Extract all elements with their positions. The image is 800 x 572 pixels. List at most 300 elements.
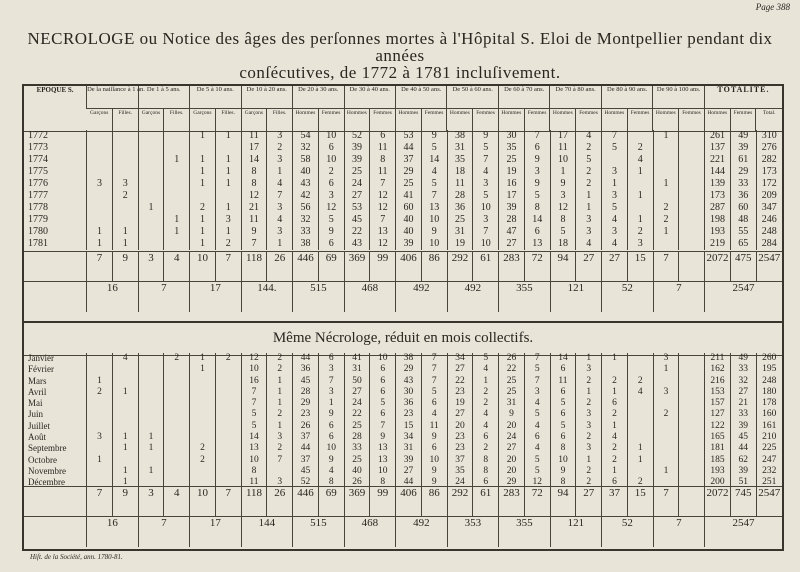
sub-header: Hommes (704, 109, 730, 132)
cell-value: 247 (762, 454, 777, 465)
cell-value (679, 166, 704, 178)
cell-value: 24 (352, 398, 362, 409)
cell-value: 4 (277, 214, 283, 225)
cell-value: 7 (431, 190, 437, 201)
cell-value: 12 (248, 190, 259, 201)
data-column (679, 353, 705, 489)
cell-value: 160 (762, 409, 777, 420)
month-label: Octobre (28, 454, 57, 465)
sub-header: Garçons (87, 109, 113, 132)
cell-value (654, 432, 679, 443)
cell-value: 9 (509, 409, 514, 420)
cell-value: 2 (174, 353, 180, 363)
cell-value (164, 190, 189, 202)
cell-value: 37 (403, 154, 414, 165)
cell-value: 9 (328, 454, 334, 465)
cell-value (139, 190, 164, 202)
cell-value: 2 (277, 409, 283, 420)
column-sum: 27 (576, 252, 602, 283)
cell-value: 36 (300, 364, 311, 375)
cell-value: 38 (300, 238, 311, 249)
cell-value: 3 (663, 386, 669, 397)
cell-value: 4 (483, 364, 489, 375)
cell-value: 12 (249, 353, 259, 363)
cell-value: 3 (586, 364, 592, 375)
cell-value: 5 (611, 202, 617, 213)
cell-value: 26 (300, 420, 311, 431)
cell-value: 12 (377, 202, 388, 213)
cell-value (654, 190, 679, 202)
cell-value: 2 (637, 142, 643, 153)
column-sum (679, 487, 705, 518)
cell-value: 27 (455, 409, 465, 420)
cell-value (216, 142, 241, 154)
cell-value: 1 (277, 375, 283, 386)
month-label: Mai (28, 398, 43, 409)
cell-value (87, 214, 112, 226)
cell-value (139, 142, 164, 154)
cell-value: 1 (277, 238, 283, 249)
cell-value (654, 398, 679, 409)
cell-value: 200 (710, 477, 725, 488)
cell-value (679, 364, 704, 375)
column-sum: 72 (524, 487, 550, 518)
cell-value: 13 (249, 443, 259, 454)
cell-value: 1 (612, 420, 617, 431)
cell-value (164, 142, 189, 154)
cell-value: 1 (200, 364, 205, 375)
age-group-total: 2547 (705, 282, 782, 313)
age-group-total: 355 (499, 517, 551, 548)
cell-value (654, 166, 679, 178)
cell-value: 16 (506, 178, 517, 189)
column-sum: 7 (653, 487, 679, 518)
cell-value: 6 (328, 178, 334, 189)
cell-value: 30 (403, 386, 414, 397)
cell-value: 13 (429, 202, 440, 213)
cell-value: 1 (122, 465, 128, 476)
column-sum: 69 (318, 487, 344, 518)
cell-value: 31 (454, 142, 465, 153)
column-sum: 283 (499, 252, 525, 283)
data-column (318, 130, 344, 250)
cell-value: 6 (328, 420, 334, 431)
cell-value: 180 (762, 386, 777, 397)
cell-value: 144 (709, 166, 725, 177)
cell-value: 5 (251, 420, 257, 431)
cell-value: 7 (483, 226, 489, 237)
data-column (241, 130, 267, 250)
column-sum: 369 (344, 487, 370, 518)
cell-value: 2 (483, 398, 489, 409)
cell-value: 5 (328, 214, 334, 225)
cell-value: 4 (328, 465, 334, 476)
cell-value (139, 166, 164, 178)
cell-value: 27 (506, 238, 517, 249)
cell-value: 5 (534, 409, 540, 420)
cell-value: 12 (532, 477, 542, 488)
age-group-header: De 1 à 5 ans. (138, 86, 189, 109)
cell-value (87, 166, 112, 178)
cell-value: 1 (483, 375, 489, 386)
column-sum: 475 (730, 252, 756, 283)
column-sum: 69 (318, 252, 344, 283)
cell-value: 221 (709, 154, 725, 165)
cell-value: 5 (431, 178, 437, 189)
data-column (318, 353, 344, 489)
age-group-total: 515 (293, 517, 345, 548)
cell-value (628, 432, 653, 443)
cell-value: 10 (326, 443, 336, 454)
cell-value: 5 (534, 364, 540, 375)
cell-value: 65 (738, 238, 749, 249)
cell-value: 5 (586, 154, 592, 165)
cell-value: 210 (762, 432, 777, 443)
year-rows (24, 130, 782, 250)
cell-value: 1 (277, 420, 283, 431)
cell-value: 2 (663, 214, 669, 225)
cell-value: 1 (97, 454, 102, 465)
cell-value: 6 (534, 226, 540, 237)
cell-value (113, 409, 138, 420)
cell-value: 5 (483, 142, 489, 153)
cell-value: 1 (612, 386, 617, 397)
cell-value: 219 (709, 238, 725, 249)
cell-value: 13 (377, 454, 388, 465)
cell-value: 3 (586, 409, 592, 420)
cell-value: 2 (663, 202, 669, 213)
cell-value: 5 (483, 190, 489, 201)
cell-value (679, 142, 704, 154)
cell-value: 26 (352, 477, 362, 488)
cell-value: 3 (637, 238, 643, 249)
cell-value (164, 178, 189, 190)
cell-value: 36 (403, 398, 414, 409)
age-group-total: 52 (602, 282, 654, 313)
cell-value: 8 (251, 166, 257, 177)
cell-value: 1 (122, 238, 128, 249)
data-column (396, 130, 422, 250)
age-group-total: 17 (190, 517, 242, 548)
cell-value: 43 (351, 238, 362, 249)
cell-value (87, 443, 112, 454)
cell-value: 260 (762, 353, 777, 363)
cell-value: 24 (455, 477, 465, 488)
cell-value: 246 (761, 214, 777, 225)
cell-value: 1 (148, 432, 154, 443)
cell-value: 2 (277, 142, 283, 153)
cell-value (139, 421, 164, 432)
cell-value: 8 (251, 178, 257, 189)
age-group-header: De 70 à 80 ans. (550, 86, 601, 109)
cell-value: 11 (377, 142, 388, 153)
data-column (730, 130, 756, 250)
cell-value (164, 432, 189, 443)
cell-value: 39 (403, 238, 414, 249)
cell-value: 33 (738, 409, 748, 420)
cell-value (190, 466, 215, 477)
cell-value: 10 (249, 364, 259, 375)
cell-value: 7 (251, 238, 257, 249)
cell-value: 25 (351, 166, 362, 177)
cell-value (87, 409, 112, 420)
column-sum: 7 (215, 487, 241, 518)
sub-header: Hommes (550, 109, 576, 132)
cell-value (679, 421, 704, 432)
cell-value: 5 (251, 409, 257, 420)
cell-value: 12 (377, 238, 388, 249)
cell-value (628, 466, 653, 477)
cell-value (190, 421, 215, 432)
cell-value: 1 (637, 454, 643, 465)
cell-value: 36 (454, 202, 465, 213)
cell-value (679, 398, 704, 409)
cell-value (679, 432, 704, 443)
cell-value: 4 (611, 238, 617, 249)
cell-value: 32 (300, 214, 311, 225)
cell-value: 4 (611, 214, 617, 225)
cell-value: 7 (431, 353, 437, 363)
cell-value: 27 (455, 364, 465, 375)
cell-value: 7 (380, 178, 386, 189)
cell-value: 2 (122, 190, 128, 201)
data-column (293, 353, 319, 489)
data-column (679, 130, 705, 250)
cell-value (113, 142, 138, 154)
cell-value: 49 (738, 353, 748, 363)
cell-value: 23 (455, 386, 465, 397)
cell-value (87, 190, 112, 202)
cell-value: 29 (403, 364, 414, 375)
cell-value: 1 (225, 226, 231, 237)
cell-value: 9 (380, 432, 386, 443)
cell-value (87, 421, 112, 432)
cell-value: 4 (483, 409, 489, 420)
cell-value: 6 (534, 142, 540, 153)
cell-value (216, 432, 241, 443)
cell-value: 6 (380, 409, 386, 420)
age-group-header: De la naiſſance à 1 an. (87, 86, 138, 109)
data-column (370, 130, 396, 250)
cell-value (190, 190, 215, 202)
data-column (370, 353, 396, 489)
cell-value: 24 (351, 178, 362, 189)
cell-value: 127 (710, 409, 725, 420)
cell-value: 165 (710, 432, 725, 443)
column-sum: 406 (396, 252, 422, 283)
cell-value (628, 130, 653, 142)
cell-value (679, 387, 704, 398)
cell-value: 1 (586, 386, 592, 397)
cell-value: 8 (483, 465, 489, 476)
cell-value (216, 409, 241, 420)
column-sum: 446 (293, 252, 319, 283)
cell-value: 5 (560, 398, 566, 409)
cell-value (87, 364, 112, 375)
cell-value: 1 (663, 226, 669, 237)
cell-value: 1 (148, 465, 154, 476)
cell-value: 5 (534, 465, 540, 476)
cell-value (164, 443, 189, 454)
cell-value: 5 (431, 386, 437, 397)
cell-value: 40 (403, 214, 414, 225)
cell-value (654, 421, 679, 432)
cell-value: 1 (586, 190, 592, 201)
data-column (138, 130, 164, 250)
age-group-total: 7 (653, 517, 705, 548)
cell-value (139, 376, 164, 387)
column-sum: 7 (653, 252, 679, 283)
data-column (421, 353, 447, 489)
year-label: 1780 (28, 226, 48, 237)
cell-value: 3 (483, 214, 489, 225)
cell-value: 193 (709, 226, 725, 237)
data-column (293, 130, 319, 250)
age-group-total: 492 (447, 282, 499, 313)
column-sum (679, 252, 705, 283)
cell-value: 3 (663, 353, 669, 363)
cell-value: 20 (455, 420, 465, 431)
column-sum: 2072 (705, 252, 731, 283)
cell-value (139, 154, 164, 166)
cell-value: 9 (431, 226, 437, 237)
cell-value: 27 (351, 190, 362, 201)
data-column (396, 353, 422, 489)
sub-header: Femmes (576, 109, 602, 132)
cell-value: 4 (534, 420, 540, 431)
cell-value: 9 (431, 432, 437, 443)
month-label: Août (28, 432, 46, 443)
age-group-total: 121 (550, 282, 602, 313)
cell-value: 5 (380, 398, 386, 409)
cell-value: 24 (506, 432, 517, 443)
data-column (112, 353, 138, 489)
cell-value (679, 130, 704, 142)
column-sum: 27 (576, 487, 602, 518)
column-sum: 37 (602, 487, 628, 518)
cell-value (139, 353, 164, 364)
cell-value: 40 (352, 465, 362, 476)
data-column (756, 130, 782, 250)
age-group-header: De 60 à 70 ans. (498, 86, 549, 109)
cell-value: 27 (738, 386, 748, 397)
cell-value: 44 (738, 443, 748, 454)
cell-value: 6 (534, 432, 540, 443)
cell-value: 9 (431, 130, 437, 141)
data-column (164, 353, 190, 489)
cell-value (190, 376, 215, 387)
cell-value: 2 (612, 454, 617, 465)
cell-value: 1 (637, 214, 643, 225)
year-label-list (24, 130, 87, 250)
cell-value (216, 376, 241, 387)
cell-value: 20 (506, 465, 517, 476)
cell-value: 11 (249, 130, 259, 141)
cell-value: 7 (534, 375, 540, 386)
cell-value: 7 (611, 130, 617, 141)
cell-value: 3 (586, 226, 592, 237)
cell-value: 22 (352, 409, 362, 420)
cell-value (139, 238, 164, 250)
cell-value: 18 (557, 238, 568, 249)
cell-value: 31 (352, 364, 362, 375)
cell-value (113, 214, 138, 226)
sub-header: Hommes (498, 109, 524, 132)
cell-value: 23 (300, 409, 311, 420)
data-column (447, 130, 473, 250)
cell-value: 1 (96, 226, 102, 237)
cell-value: 185 (710, 454, 725, 465)
cell-value: 6 (380, 375, 386, 386)
cell-value: 6 (560, 409, 566, 420)
cell-value: 1 (225, 178, 231, 189)
cell-value (267, 466, 292, 477)
cell-value: 2 (97, 386, 102, 397)
cell-value: 6 (328, 142, 334, 153)
cell-value (679, 353, 704, 364)
age-group-total: 492 (396, 282, 448, 313)
cell-value (139, 226, 164, 238)
cell-value: 8 (380, 154, 386, 165)
cell-value (139, 455, 164, 466)
column-sum: 99 (370, 487, 396, 518)
cell-value: 20 (506, 420, 517, 431)
cell-value: 45 (351, 214, 362, 225)
year-label: 1773 (28, 142, 48, 153)
cell-value: 22 (455, 375, 465, 386)
cell-value: 11 (558, 142, 568, 153)
age-group-header: De 90 à 100 ans. (653, 86, 704, 109)
month-label: Janvier (28, 353, 54, 363)
cell-value: 2 (199, 202, 205, 213)
cell-value: 216 (710, 375, 725, 386)
column-sum: 283 (499, 487, 525, 518)
cell-value (190, 387, 215, 398)
cell-value (216, 421, 241, 432)
data-column (87, 130, 113, 250)
cell-value: 4 (277, 178, 283, 189)
column-sum: 446 (293, 487, 319, 518)
cell-value: 8 (560, 443, 566, 454)
cell-value: 6 (328, 238, 334, 249)
cell-value: 10 (377, 353, 388, 363)
cell-value: 9 (431, 477, 437, 488)
document-title (20, 30, 780, 81)
sub-header: Femmes (679, 109, 705, 132)
cell-value: 3 (277, 130, 283, 141)
column-sum: 2547 (756, 252, 782, 283)
column-sum: 15 (627, 487, 653, 518)
cell-value: 6 (483, 432, 489, 443)
cell-value: 11 (429, 420, 439, 431)
column-sum: 72 (524, 252, 550, 283)
age-group-total: 52 (602, 517, 654, 548)
cell-value (113, 421, 138, 432)
data-column (138, 353, 164, 489)
cell-value: 7 (277, 190, 283, 201)
totalite-header: TOTALITE. (704, 86, 782, 109)
cell-value: 1 (637, 443, 643, 454)
cell-value: 16 (249, 375, 259, 386)
column-sum: 9 (112, 487, 138, 518)
cell-value: 9 (534, 154, 540, 165)
epoques-header: EPOQUE S. (24, 86, 87, 132)
cell-value: 7 (251, 386, 257, 397)
cell-value: 25 (506, 375, 517, 386)
cell-value: 3 (586, 214, 592, 225)
cell-value: 52 (351, 130, 362, 141)
cell-value: 22 (351, 226, 362, 237)
